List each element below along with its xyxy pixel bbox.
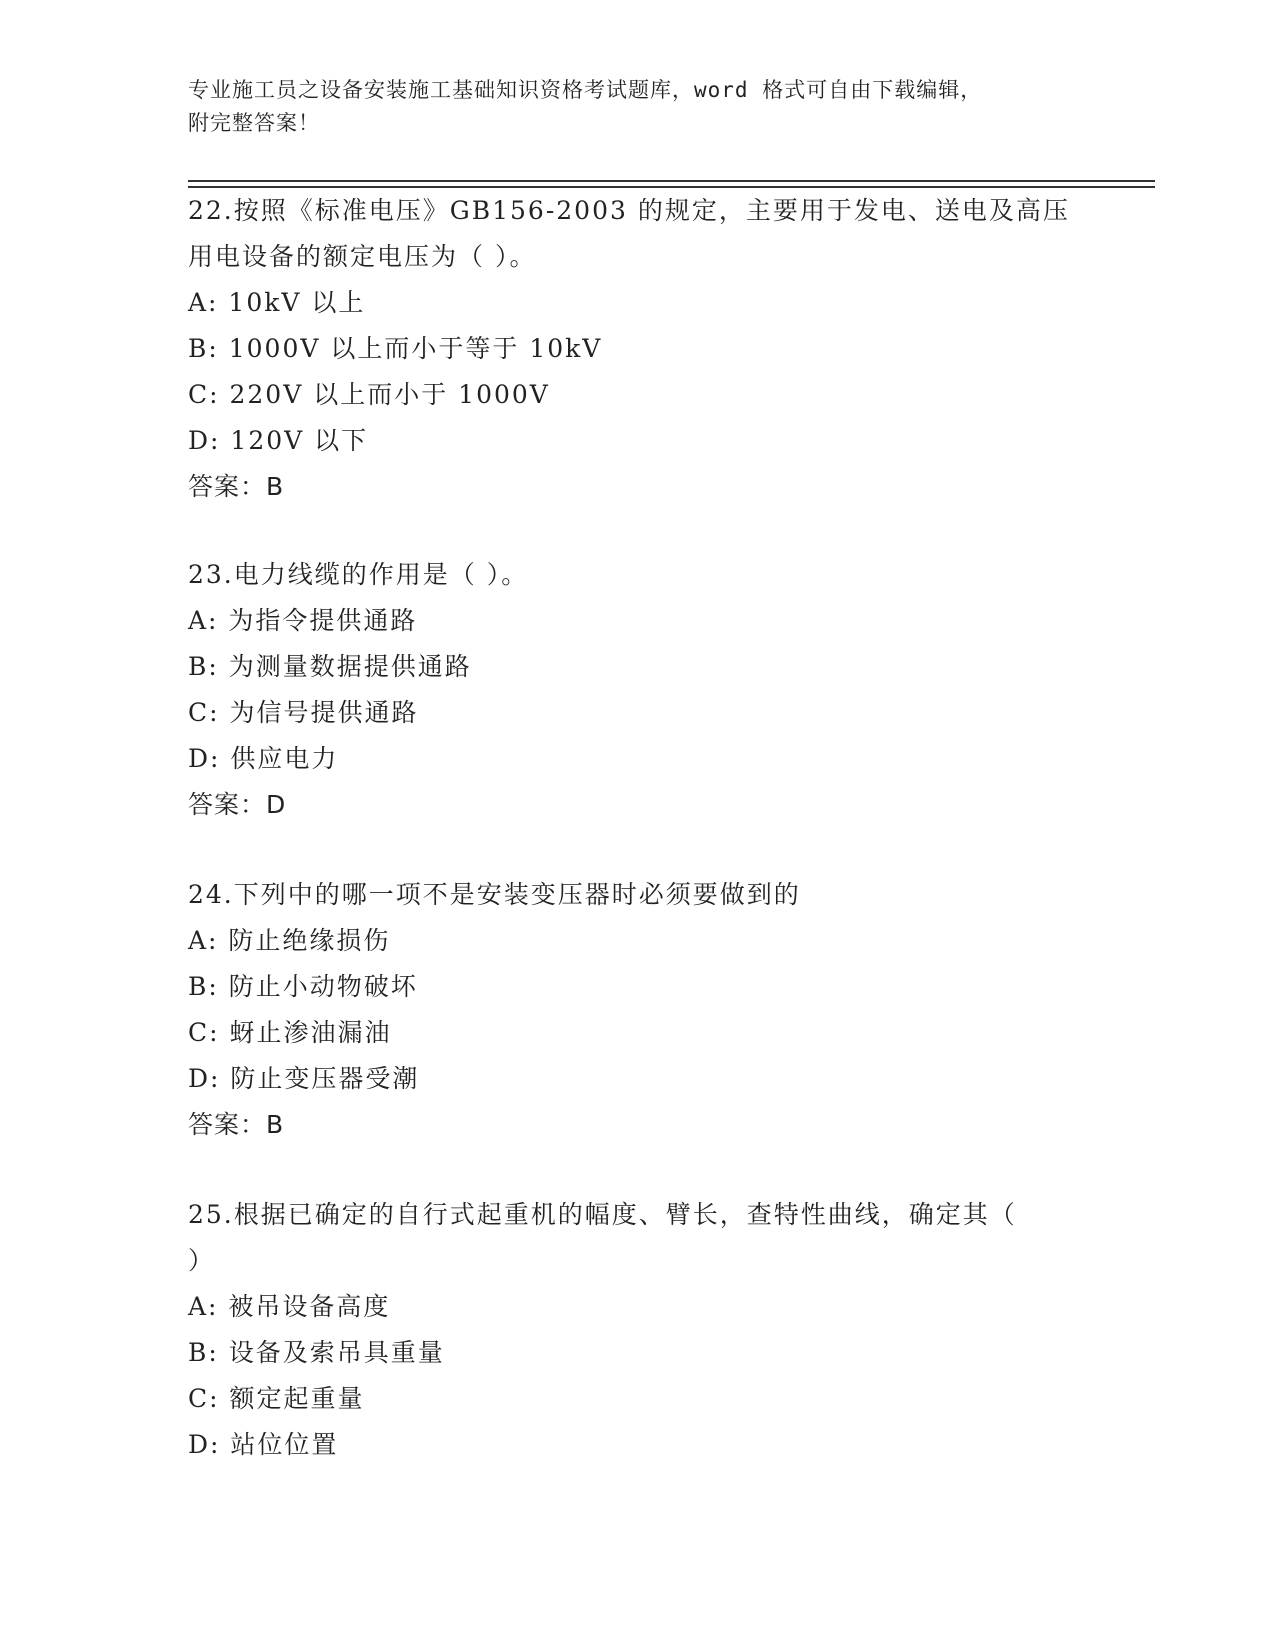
option-d: D: 防止变压器受潮	[188, 1064, 420, 1093]
document-header	[188, 74, 1088, 140]
option-b: B: 设备及索吊具重量	[188, 1338, 445, 1367]
answer-line: 答案：B	[188, 1110, 285, 1139]
option-a: A: 防止绝缘损伤	[188, 926, 391, 955]
question-22	[188, 188, 1088, 510]
header-divider-top	[188, 180, 1155, 182]
question-23	[188, 552, 1088, 828]
option-c: C: 额定起重量	[188, 1384, 365, 1413]
question-stem-line: 23.电力线缆的作用是（ ）。	[188, 560, 529, 589]
question-25	[188, 1192, 1088, 1468]
question-stem-line: 用电设备的额定电压为（ ）。	[188, 242, 537, 271]
header-line-2: 附完整答案！	[188, 111, 320, 135]
option-c: C: 蚜止渗油漏油	[188, 1018, 392, 1047]
question-stem-line: 22.按照《标准电压》GB156-2003 的规定，主要用于发电、送电及高压	[188, 196, 1070, 225]
question-stem-line: 25.根据已确定的自行式起重机的幅度、臂长，查特性曲线，确定其（	[188, 1200, 1017, 1229]
question-stem-line: ）	[188, 1246, 216, 1275]
option-d: D: 120V 以下	[188, 426, 369, 455]
question-stem-line: 24.下列中的哪一项不是安装变压器时必须要做到的	[188, 880, 801, 909]
option-d: D: 供应电力	[188, 744, 339, 773]
option-b: B: 为测量数据提供通路	[188, 652, 472, 681]
option-a: A: 10kV 以上	[188, 288, 366, 317]
option-c: C: 为信号提供通路	[188, 698, 419, 727]
option-c: C: 220V 以上而小于 1000V	[188, 380, 550, 409]
question-24	[188, 872, 1088, 1148]
answer-line: 答案：D	[188, 790, 287, 819]
option-a: A: 被吊设备高度	[188, 1292, 391, 1321]
option-b: B: 防止小动物破坏	[188, 972, 418, 1001]
answer-line: 答案：B	[188, 472, 285, 501]
option-a: A: 为指令提供通路	[188, 606, 418, 635]
option-b: B: 1000V 以上而小于等于 10kV	[188, 334, 603, 363]
option-d: D: 站位位置	[188, 1430, 339, 1459]
header-line-1: 专业施工员之设备安装施工基础知识资格考试题库，word 格式可自由下载编辑，	[188, 78, 983, 102]
